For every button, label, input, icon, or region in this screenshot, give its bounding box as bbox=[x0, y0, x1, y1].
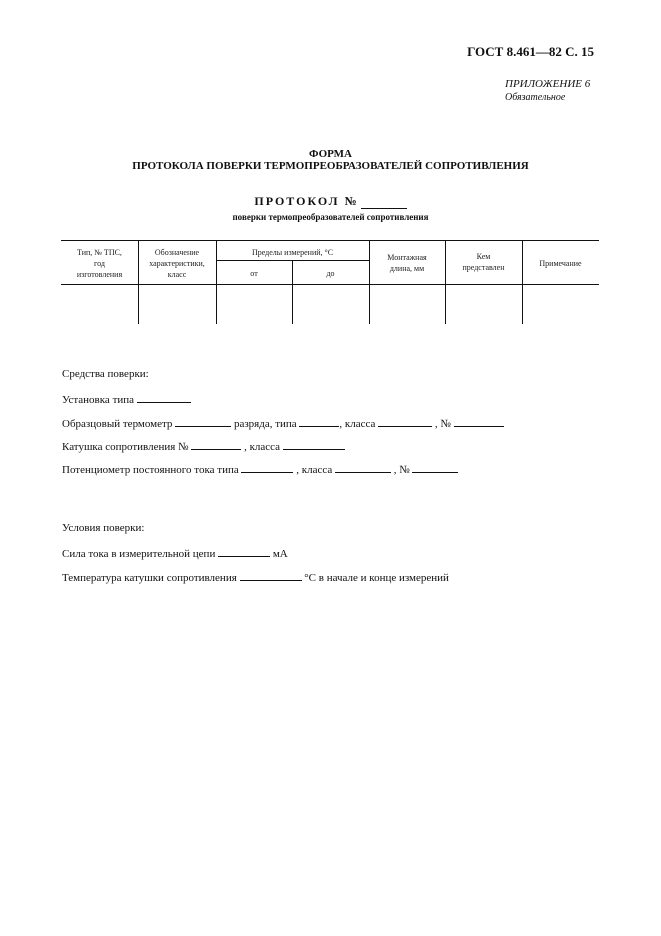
table-col-divider bbox=[522, 240, 523, 324]
current-line bbox=[62, 546, 288, 560]
current-blank bbox=[218, 546, 270, 557]
potentiometer-class-label: , класса bbox=[296, 464, 333, 476]
thermometer-number-blank bbox=[454, 416, 504, 427]
form-subtitle: ПРОТОКОЛА ПОВЕРКИ ТЕРМОПРЕОБРАЗОВАТЕЛЕЙ СОПРОТИВЛЕНИЯ bbox=[132, 160, 529, 172]
coil-line bbox=[62, 439, 345, 453]
thermometer-grade-blank bbox=[175, 416, 231, 427]
table-header-bottom bbox=[61, 284, 599, 285]
thermometer-line bbox=[62, 416, 504, 430]
temperature-blank bbox=[240, 570, 302, 581]
verification-means-heading: Средства поверки: bbox=[62, 368, 149, 380]
temperature-label: Температура катушки сопротивления bbox=[62, 572, 237, 584]
protocol-heading bbox=[0, 194, 661, 209]
potentiometer-number-label: , № bbox=[393, 464, 410, 476]
table-border-top bbox=[61, 240, 599, 241]
table-header-type: Тип, № ТПС, год изготовления bbox=[76, 248, 123, 279]
potentiometer-number-blank bbox=[412, 462, 458, 473]
thermometer-class-blank bbox=[378, 416, 432, 427]
potentiometer-label: Потенциометр постоянного тока типа bbox=[62, 464, 239, 476]
potentiometer-type-blank bbox=[241, 462, 293, 473]
table-header-limits: Пределы измерений, °C bbox=[251, 248, 334, 257]
appendix-label: ПРИЛОЖЕНИЕ 6 bbox=[505, 78, 591, 90]
conditions-heading: Условия поверки: bbox=[62, 522, 145, 534]
table-header-to: до bbox=[326, 269, 335, 278]
coil-number-blank bbox=[191, 439, 241, 450]
coil-label: Катушка сопротивления № bbox=[62, 441, 189, 453]
table-header-note: Примечание bbox=[539, 259, 582, 268]
grade-type-label: разряда, типа bbox=[233, 418, 297, 430]
protocol-subtitle: поверки термопреобразователей сопротивления bbox=[232, 212, 429, 222]
coil-class-label: , класса bbox=[244, 441, 281, 453]
table-header-from: от bbox=[250, 269, 258, 278]
table-header-designation: Обозначение характеристики, класс bbox=[149, 248, 205, 279]
potentiometer-line bbox=[62, 462, 458, 476]
table-header-length: Монтажная длина, мм bbox=[387, 253, 427, 273]
page-header-standard: ГОСТ 8.461—82 С. 15 bbox=[467, 44, 594, 59]
setup-line bbox=[62, 392, 191, 406]
temperature-rest-label: °С в начале и конце измерений bbox=[304, 572, 449, 584]
protocol-table bbox=[61, 240, 599, 324]
thermometer-type-blank bbox=[299, 416, 339, 427]
thermometer-class-label: , класса bbox=[339, 418, 376, 430]
table-header-submitted-by: Кем представлен bbox=[462, 252, 505, 272]
setup-label: Установка типа bbox=[62, 394, 135, 406]
temperature-line bbox=[62, 570, 449, 584]
protocol-label: ПРОТОКОЛ № bbox=[254, 194, 359, 208]
thermometer-number-label: , № bbox=[434, 418, 451, 430]
setup-type-blank bbox=[137, 392, 191, 403]
mandatory-label: Обязательное bbox=[505, 92, 566, 103]
form-title: ФОРМА bbox=[309, 148, 352, 160]
coil-class-blank bbox=[283, 439, 345, 450]
potentiometer-class-blank bbox=[335, 462, 391, 473]
thermometer-label: Образцовый термометр bbox=[62, 418, 173, 430]
protocol-number-blank bbox=[361, 197, 407, 209]
current-label: Сила тока в измерительной цепи bbox=[62, 548, 216, 560]
current-unit: мА bbox=[272, 548, 288, 560]
